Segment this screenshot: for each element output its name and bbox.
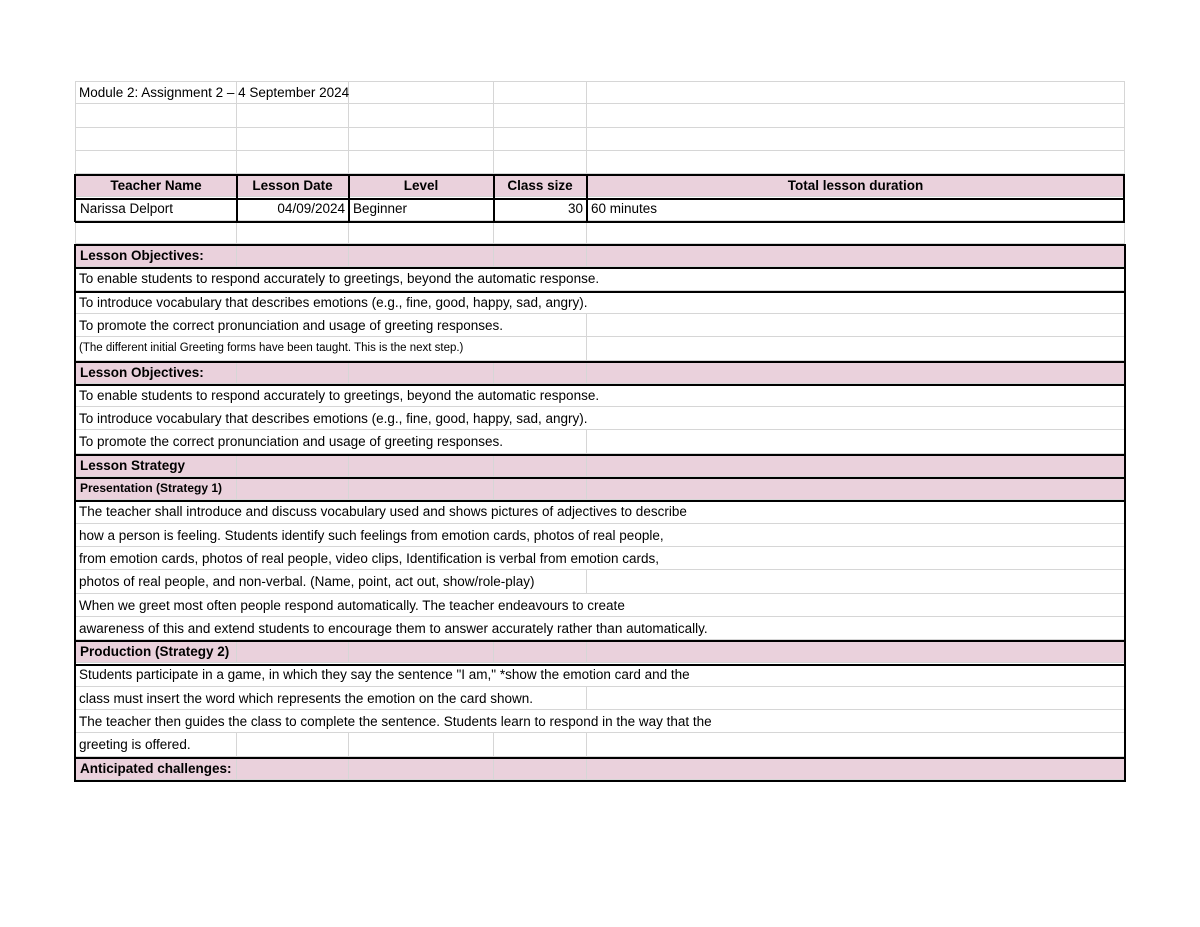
cell[interactable] bbox=[237, 757, 349, 780]
cell[interactable] bbox=[587, 430, 1125, 453]
border-line bbox=[75, 291, 1125, 293]
border-line bbox=[236, 174, 238, 222]
empty-row bbox=[75, 151, 1125, 174]
header-row bbox=[75, 174, 1125, 197]
objective-text: To introduce vocabulary that describes emotions (e.g., fine, good, happy, sad, angry). bbox=[79, 411, 588, 427]
cell[interactable] bbox=[349, 221, 494, 244]
presentation-line-row bbox=[75, 594, 1125, 617]
title-row bbox=[75, 81, 1125, 104]
cell[interactable] bbox=[494, 477, 587, 500]
cell[interactable] bbox=[237, 104, 349, 127]
border-line bbox=[586, 174, 588, 222]
presentation-heading-row bbox=[75, 477, 1125, 500]
cell[interactable] bbox=[349, 244, 494, 267]
production-line-row bbox=[75, 687, 1125, 710]
cell[interactable] bbox=[349, 640, 494, 663]
cell[interactable] bbox=[349, 151, 494, 174]
objectives-heading[interactable]: Lesson Objectives: bbox=[75, 244, 237, 267]
border-line bbox=[75, 267, 1125, 269]
level-value[interactable]: Beginner bbox=[349, 197, 494, 220]
cell[interactable] bbox=[494, 104, 587, 127]
total-duration-value[interactable]: 60 minutes bbox=[587, 197, 1125, 220]
border-line bbox=[75, 477, 1125, 479]
header-total-duration[interactable]: Total lesson duration bbox=[587, 174, 1125, 197]
presentation-text: When we greet most often people respond automatically. The teacher endeavours to create bbox=[79, 597, 625, 613]
objective-row bbox=[75, 384, 1125, 407]
cell[interactable] bbox=[75, 151, 237, 174]
production-text: The teacher then guides the class to complete the sentence. Students learn to respond in the way that the bbox=[79, 714, 712, 730]
border-line bbox=[493, 174, 495, 222]
cell[interactable] bbox=[587, 733, 1125, 756]
cell[interactable] bbox=[494, 244, 587, 267]
border-line bbox=[348, 174, 350, 222]
cell[interactable] bbox=[349, 454, 494, 477]
production-heading-row bbox=[75, 640, 1125, 663]
border-line bbox=[75, 664, 1125, 666]
lesson-date-value[interactable]: 04/09/2024 bbox=[237, 197, 349, 220]
header-lesson-date[interactable]: Lesson Date bbox=[237, 174, 349, 197]
objective-text: To promote the correct pronunciation and usage of greeting responses. bbox=[79, 317, 504, 333]
cell[interactable] bbox=[237, 733, 349, 756]
cell[interactable] bbox=[237, 361, 349, 384]
cell[interactable] bbox=[587, 757, 1125, 780]
details-row bbox=[75, 197, 1125, 220]
presentation-line-row bbox=[75, 617, 1125, 640]
objective-row bbox=[75, 407, 1125, 430]
header-class-size[interactable]: Class size bbox=[494, 174, 587, 197]
objective-text: To introduce vocabulary that describes emotions (e.g., fine, good, happy, sad, angry). bbox=[79, 294, 588, 310]
cell[interactable] bbox=[587, 477, 1125, 500]
challenges-heading-row bbox=[75, 757, 1125, 780]
objective-row bbox=[75, 267, 1125, 290]
teacher-name-value[interactable]: Narissa Delport bbox=[75, 197, 237, 220]
strategy-heading[interactable]: Lesson Strategy bbox=[75, 454, 237, 477]
cell[interactable] bbox=[494, 454, 587, 477]
objective-row bbox=[75, 314, 1125, 337]
cell[interactable] bbox=[75, 128, 237, 151]
empty-row bbox=[75, 221, 1125, 244]
objective-row bbox=[75, 430, 1125, 453]
cell[interactable] bbox=[494, 640, 587, 663]
cell[interactable] bbox=[75, 221, 237, 244]
production-text: Students participate in a game, in which they say the sentence "I am," *show the emotion card and the bbox=[79, 667, 690, 683]
cell[interactable] bbox=[494, 757, 587, 780]
challenges-heading[interactable]: Anticipated challenges: bbox=[75, 757, 237, 780]
production-line-row bbox=[75, 710, 1125, 733]
cell[interactable] bbox=[237, 477, 349, 500]
empty-row bbox=[75, 128, 1125, 151]
cell[interactable] bbox=[237, 151, 349, 174]
presentation-text: The teacher shall introduce and discuss vocabulary used and shows pictures of adjectives to describe bbox=[79, 504, 687, 520]
cell[interactable] bbox=[587, 244, 1125, 267]
header-teacher-name[interactable]: Teacher Name bbox=[75, 174, 237, 197]
production-heading[interactable]: Production (Strategy 2) bbox=[75, 640, 237, 663]
cell[interactable] bbox=[587, 687, 1125, 710]
border-line bbox=[75, 221, 1125, 223]
cell[interactable] bbox=[349, 477, 494, 500]
cell[interactable] bbox=[494, 221, 587, 244]
border-line bbox=[75, 198, 1125, 200]
border-line bbox=[75, 174, 1125, 176]
presentation-text: awareness of this and extend students to encourage them to answer accurately rather than automatically. bbox=[79, 620, 708, 636]
cell[interactable] bbox=[237, 640, 349, 663]
presentation-line-row bbox=[75, 570, 1125, 593]
cell[interactable] bbox=[587, 104, 1125, 127]
cell[interactable] bbox=[349, 361, 494, 384]
production-line-row bbox=[75, 663, 1125, 686]
cell[interactable] bbox=[494, 128, 587, 151]
border-line bbox=[74, 174, 76, 222]
objectives-heading-row bbox=[75, 244, 1125, 267]
objectives-heading-row bbox=[75, 361, 1125, 384]
cell[interactable] bbox=[587, 151, 1125, 174]
cell[interactable] bbox=[494, 81, 587, 104]
cell[interactable] bbox=[587, 640, 1125, 663]
presentation-line-row bbox=[75, 547, 1125, 570]
class-size-value[interactable]: 30 bbox=[494, 197, 587, 220]
cell[interactable] bbox=[587, 221, 1125, 244]
cell[interactable] bbox=[237, 454, 349, 477]
border-line bbox=[75, 757, 1125, 759]
production-line-row bbox=[75, 733, 1125, 756]
presentation-text: how a person is feeling. Students identify such feelings from emotion cards, photos of real people, bbox=[79, 527, 664, 543]
cell[interactable] bbox=[587, 128, 1125, 151]
cell[interactable] bbox=[494, 733, 587, 756]
cell[interactable] bbox=[494, 361, 587, 384]
objective-note-row bbox=[75, 337, 1125, 360]
presentation-line-row bbox=[75, 524, 1125, 547]
border-line bbox=[75, 361, 1125, 363]
cell[interactable] bbox=[587, 454, 1125, 477]
header-level[interactable]: Level bbox=[349, 174, 494, 197]
cell[interactable] bbox=[587, 570, 1125, 593]
cell[interactable] bbox=[349, 81, 494, 104]
cell[interactable] bbox=[237, 221, 349, 244]
module-title: Module 2: Assignment 2 – 4 September 2024 bbox=[79, 85, 350, 100]
presentation-line-row bbox=[75, 500, 1125, 523]
objective-text: To enable students to respond accurately to greetings, beyond the automatic response. bbox=[79, 387, 600, 403]
objectives-heading[interactable]: Lesson Objectives: bbox=[75, 361, 237, 384]
cell[interactable] bbox=[494, 151, 587, 174]
cell[interactable] bbox=[237, 128, 349, 151]
border-line bbox=[75, 454, 1125, 456]
cell[interactable] bbox=[75, 104, 237, 127]
cell[interactable] bbox=[349, 733, 494, 756]
border-line bbox=[75, 384, 1125, 386]
objective-note: (The different initial Greeting forms have been taught. This is the next step.) bbox=[79, 342, 464, 355]
cell[interactable] bbox=[237, 244, 349, 267]
cell[interactable] bbox=[587, 337, 1125, 360]
border-line bbox=[75, 500, 1125, 502]
cell[interactable] bbox=[349, 757, 494, 780]
presentation-text: photos of real people, and non-verbal. (Name, point, act out, show/role-play) bbox=[79, 574, 535, 590]
production-text: class must insert the word which represents the emotion on the card shown. bbox=[79, 690, 533, 706]
objective-text: To enable students to respond accurately to greetings, beyond the automatic response. bbox=[79, 271, 600, 287]
cell[interactable] bbox=[349, 104, 494, 127]
presentation-heading[interactable]: Presentation (Strategy 1) bbox=[75, 477, 237, 500]
lesson-plan-sheet bbox=[75, 81, 1125, 780]
cell[interactable] bbox=[587, 314, 1125, 337]
cell[interactable] bbox=[587, 361, 1125, 384]
border-line bbox=[75, 640, 1125, 642]
objective-row bbox=[75, 291, 1125, 314]
cell[interactable] bbox=[349, 128, 494, 151]
objective-text: To promote the correct pronunciation and usage of greeting responses. bbox=[79, 434, 504, 450]
production-text: greeting is offered. bbox=[79, 737, 191, 753]
cell[interactable] bbox=[587, 81, 1125, 104]
empty-row bbox=[75, 104, 1125, 127]
strategy-heading-row bbox=[75, 454, 1125, 477]
presentation-text: from emotion cards, photos of real people, video clips, Identification is verbal from emotion cards, bbox=[79, 550, 660, 566]
border-line bbox=[1123, 174, 1125, 222]
